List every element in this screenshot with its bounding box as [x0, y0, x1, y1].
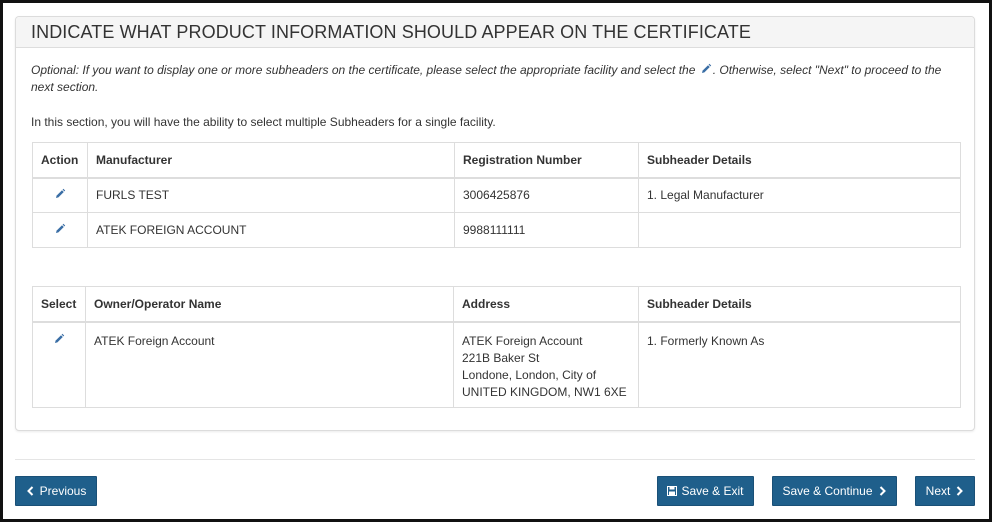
column-header-manufacturer: Manufacturer	[88, 143, 455, 178]
manufacturer-name: ATEK FOREIGN ACCOUNT	[88, 213, 455, 248]
address-line: Londone, London, City of	[462, 367, 597, 382]
chevron-right-icon	[955, 486, 964, 496]
previous-button[interactable]	[15, 476, 97, 506]
manufacturer-table	[32, 142, 961, 248]
owner-address	[454, 322, 639, 408]
pencil-icon[interactable]	[54, 188, 66, 200]
product-info-panel	[15, 16, 975, 431]
registration-number: 3006425876	[455, 178, 639, 213]
action-cell	[33, 213, 88, 248]
address-line: 221B Baker St	[462, 350, 540, 365]
optional-instructions	[31, 62, 961, 96]
previous-label: Previous	[39, 484, 87, 498]
table-row	[33, 178, 961, 213]
table-row	[33, 213, 961, 248]
subheader-details: 1. Legal Manufacturer	[639, 178, 961, 213]
registration-number: 9988111111	[455, 213, 639, 248]
owner-operator-table	[32, 286, 961, 408]
column-header-subheader: Subheader Details	[639, 143, 961, 178]
manufacturer-name: FURLS TEST	[88, 178, 455, 213]
subheader-details	[639, 213, 961, 248]
save-exit-button[interactable]	[657, 476, 754, 506]
column-header-select: Select	[33, 287, 86, 322]
chevron-left-icon	[26, 486, 35, 496]
column-header-address: Address	[454, 287, 639, 322]
table-row	[33, 322, 961, 408]
save-exit-label: Save & Exit	[681, 484, 744, 498]
column-header-owner-name: Owner/Operator Name	[86, 287, 454, 322]
pencil-icon[interactable]	[54, 223, 66, 235]
pencil-icon	[700, 63, 712, 75]
optional-text-after: . Otherwise, select "Next" to proceed to the next section.	[31, 63, 942, 94]
panel-title: INDICATE WHAT PRODUCT INFORMATION SHOULD APPEAR ON THE CERTIFICATE	[16, 17, 974, 48]
owner-operator-name: ATEK Foreign Account	[86, 322, 454, 408]
table-header-row	[33, 287, 961, 322]
subheader-details: 1. Formerly Known As	[639, 322, 961, 408]
address-line: ATEK Foreign Account	[462, 333, 583, 348]
save-continue-label: Save & Continue	[782, 484, 873, 498]
column-header-registration: Registration Number	[455, 143, 639, 178]
select-cell	[33, 322, 86, 408]
column-header-action: Action	[33, 143, 88, 178]
save-continue-button[interactable]	[772, 476, 897, 506]
footer-divider	[15, 459, 975, 460]
table-header-row	[33, 143, 961, 178]
chevron-right-icon	[878, 486, 887, 496]
action-cell	[33, 178, 88, 213]
pencil-icon[interactable]	[53, 333, 65, 345]
floppy-disk-icon	[667, 486, 677, 496]
next-label: Next	[925, 484, 951, 498]
optional-text-before: Optional: If you want to display one or more subheaders on the certificate, please select the appropriate facility and select the	[31, 63, 699, 77]
address-line: UNITED KINGDOM, NW1 6XE	[462, 384, 627, 399]
next-button[interactable]	[915, 476, 975, 506]
multi-subheader-note: In this section, you will have the ability to select multiple Subheaders for a single facility.	[31, 115, 496, 129]
column-header-subheader: Subheader Details	[639, 287, 961, 322]
